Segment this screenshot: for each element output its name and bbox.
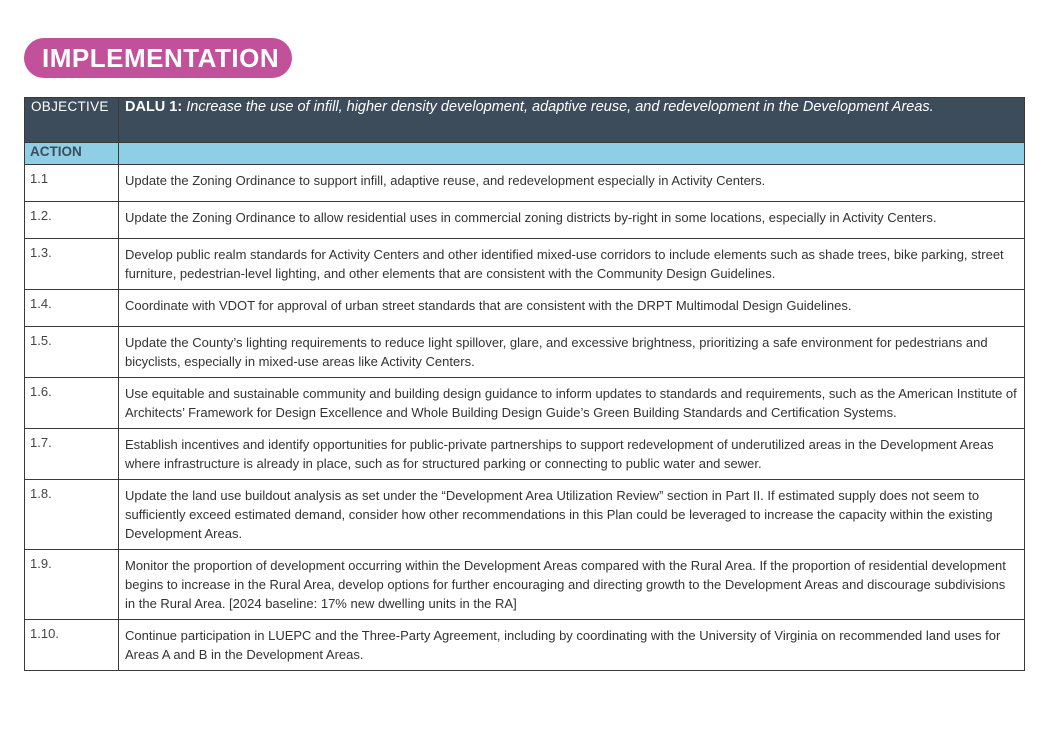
action-text: Use equitable and sustainable community and building design guidance to inform updates to standards and requirements, such as the American Institute of Architects’ Framework for Design Excellence and Whole Building Design Guide’s Green Building Standards and Certification Systems. [119,378,1025,429]
action-number: 1.4. [25,290,119,327]
action-number: 1.2. [25,202,119,239]
action-number: 1.1 [25,165,119,202]
table-row [25,327,1025,378]
action-header: ACTION [25,143,119,165]
action-text: Coordinate with VDOT for approval of urban street standards that are consistent with the DRPT Multimodal Design Guidelines. [119,290,1025,327]
action-number: 1.10. [25,620,119,671]
table-row [25,202,1025,239]
action-text: Update the land use buildout analysis as set under the “Development Area Utilization Review” section in Part II. If estimated supply does not seem to sufficiently exceed estimated demand, consider how other recommendations in this Plan could be leveraged to increase the capacity within the existing Development Areas. [119,480,1025,550]
objective-text-cell [119,98,1025,143]
action-number: 1.5. [25,327,119,378]
table-row [25,378,1025,429]
table-row [25,550,1025,620]
action-text: Establish incentives and identify opportunities for public-private partnerships to support redevelopment of underutilized areas in the Development Areas where infrastructure is already in place, such as for structured parking or connecting to public water and sewer. [119,429,1025,480]
action-number: 1.6. [25,378,119,429]
table-row [25,290,1025,327]
table-row [25,480,1025,550]
objective-text: Increase the use of infill, higher density development, adaptive reuse, and redevelopment in the Development Areas. [186,99,934,115]
table-row [25,620,1025,671]
action-text: Update the Zoning Ordinance to allow residential uses in commercial zoning districts by-right in some locations, especially in Activity Centers. [119,202,1025,239]
action-text: Update the County’s lighting requirements to reduce light spillover, glare, and excessive brightness, prioritizing a safe environment for pedestrians and bicyclists, especially in mixed-use areas like Activity Centers. [119,327,1025,378]
objective-row [25,98,1025,143]
action-number: 1.3. [25,239,119,290]
objective-code: DALU 1: [125,99,183,115]
implementation-table [24,97,1025,671]
table-row [25,239,1025,290]
action-number: 1.8. [25,480,119,550]
action-text: Continue participation in LUEPC and the Three-Party Agreement, including by coordinating with the University of Virginia on recommended land uses for Areas A and B in the Development Areas. [119,620,1025,671]
page-title: IMPLEMENTATION [24,38,292,78]
action-header-fill [119,143,1025,165]
action-text: Monitor the proportion of development occurring within the Development Areas compared with the Rural Area. If the proportion of residential development begins to increase in the Rural Area, develop options for further encouraging and directing growth to the Development Areas and discourage subdivisions in the Rural Area. [2024 baseline: 17% new dwelling units in the RA] [119,550,1025,620]
action-number: 1.9. [25,550,119,620]
action-header-row [25,143,1025,165]
action-text: Develop public realm standards for Activity Centers and other identified mixed-use corridors to include elements such as shade trees, bike parking, street furniture, pedestrian-level lighting, and other elements that are consistent with the Community Design Guidelines. [119,239,1025,290]
table-row [25,165,1025,202]
objective-label: OBJECTIVE [25,98,119,143]
action-text: Update the Zoning Ordinance to support infill, adaptive reuse, and redevelopment especially in Activity Centers. [119,165,1025,202]
action-number: 1.7. [25,429,119,480]
table-row [25,429,1025,480]
